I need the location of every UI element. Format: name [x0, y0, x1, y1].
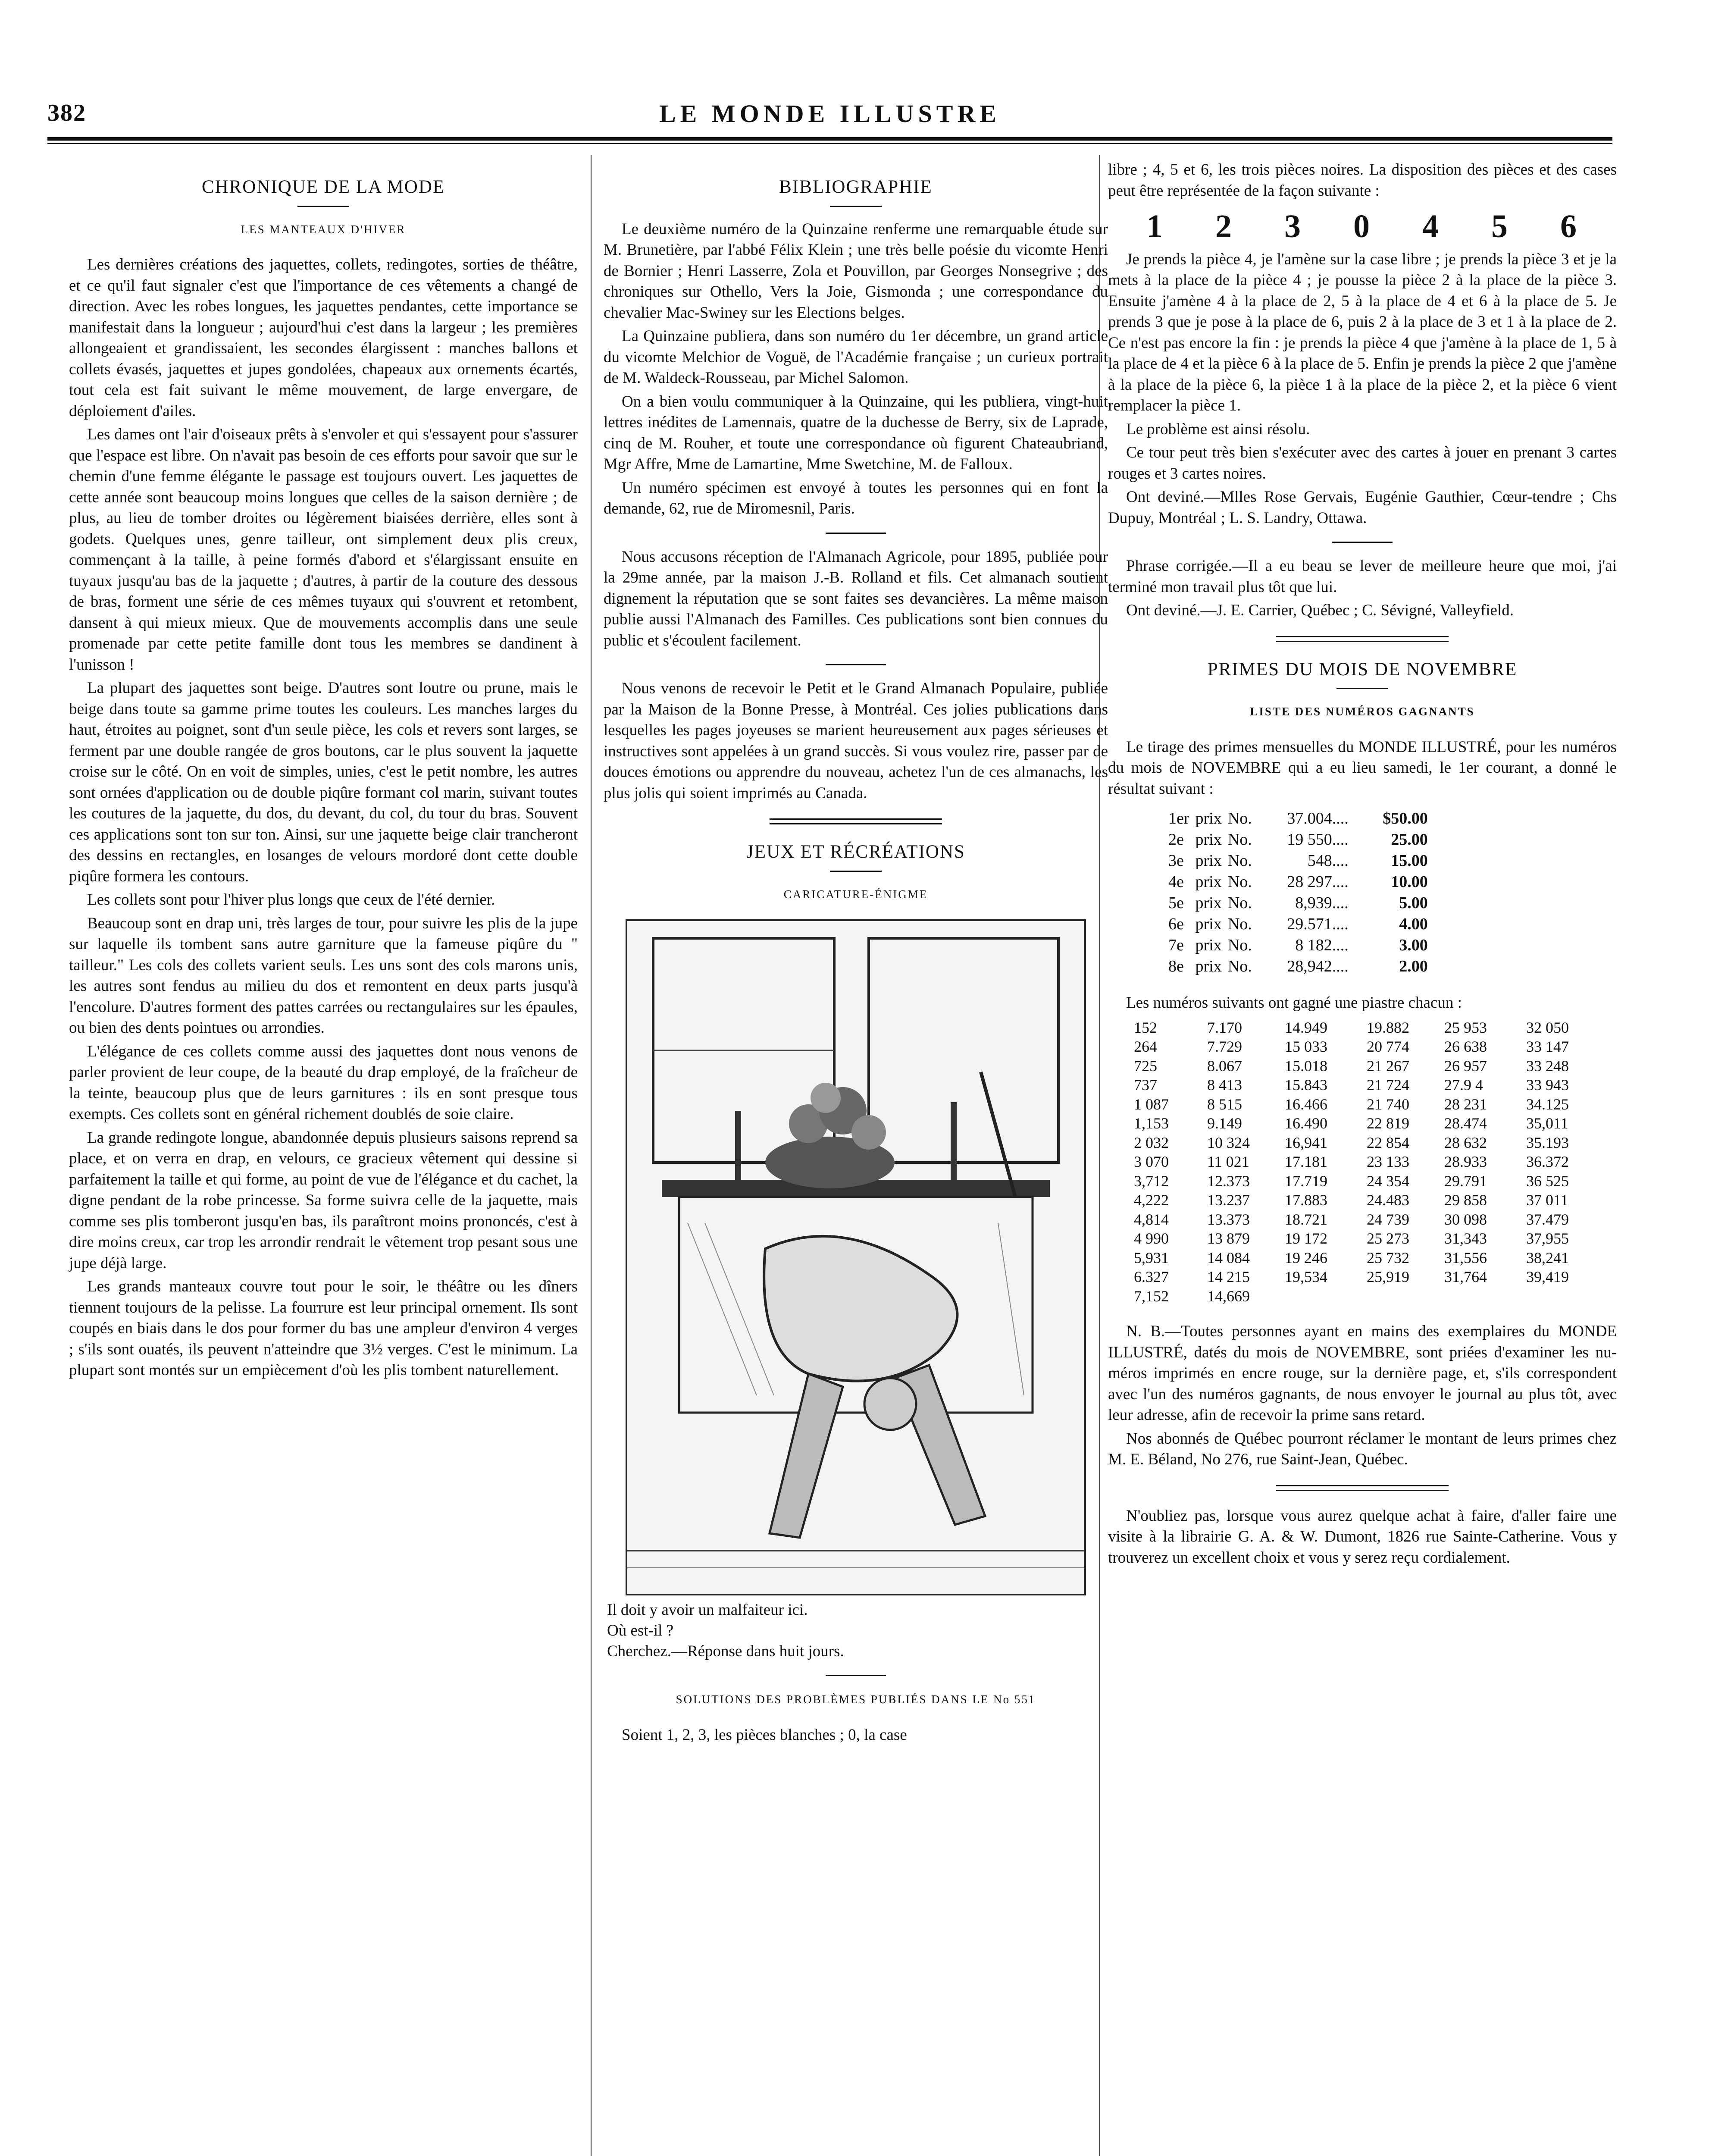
- winning-number: 17.719: [1285, 1172, 1327, 1190]
- phrase-paragraph: Ont deviné.—J. E. Carrier, Québec ; C. Sévigné, Valleyfield.: [1126, 602, 1514, 619]
- fashion-paragraph: Les dernières créations des jaquettes, collets, redingotes, sorties de théâtre, et ce qu'il faut signaler c'est que l'importance de ces vêtements a changé de direction. Avec les robes longues, les jaquettes pendantes, cette importance se manifestait dans la longueur ; aujourd'hui c'est dans la largeur ; les premières allongeaient et grandissaient, les secondes élargissent : manches ballons et collets évasés, jaquettes et jupes gondolées, chapeaux aux ornements écartés, tout cela est fait suivant le même mouvement, de large envergare, de déploiement d'ailes.: [69, 256, 578, 420]
- sequence-number: 5: [1491, 208, 1509, 244]
- winning-number: 25,919: [1367, 1268, 1409, 1285]
- winning-number: 8 515: [1207, 1095, 1242, 1113]
- winning-number: 20 774: [1367, 1038, 1409, 1055]
- winning-number: 24.483: [1367, 1191, 1409, 1209]
- prize-amount: 4.00: [1399, 915, 1428, 933]
- section-rule: [297, 206, 349, 207]
- advertisement-paragraph: N'oubliez pas, lorsque vous aurez quelque achat à faire, d'aller faire une visite à la librairie G. A. & W. Dumont, 1826 rue Sainte-Catherine. Vous y trouverez un excellent choix et vous y serez reçu cordialement.: [1108, 1507, 1617, 1567]
- fashion-paragraph: Les dames ont l'air d'oiseaux prêts à s'envoler et qui s'essayent pour s'assurer que l'espace est libre. On n'avait pas besoin de ces efforts pour savoir que sur le chemin d'une femme élégante le passage est toujours ouvert. Les jaquettes de cette année sont beaucoup moins longues que celles de la saison dernière ; de plus, au lieu de tomber droites ou légèrement biaisées derrière, elles sont à godets. Quelques unes, genre tailleur, ont simplement deux plis creux, commençant à la taille, à peine formés d'abord et s'élargissant ensuite en tuyaux jusqu'au bas de la jaquette ; d'autres, à partir de la couture des dessous de bras, forment une série de ces mêmes tuyaux qui s'ouvrent et retombent, dansent à qui mieux mieux. Que de mouvements accomplis dans une seule promenade par cette petite famille dont tous les membres se dandinent à l'unisson !: [69, 426, 578, 674]
- winning-number: 31,556: [1444, 1249, 1487, 1266]
- prize-amount: 2.00: [1399, 957, 1428, 975]
- fashion-paragraph: Les grands manteaux couvre tout pour le soir, le théâtre ou les dîners tiennent toujours de la pelisse. La fourrure est leur principal ornement. Ils sont coupés en biais dans le dos pour former du bas une ampleur d'environ 4 verges ; s'ils sont ouatés, ils peuvent n'atteindre que 3½ verges. C'est le minimum. La plupart sont montés sur un empiècement d'où les plis tombent naturellement.: [69, 1278, 578, 1379]
- prize-no-label: No.: [1227, 852, 1252, 870]
- separator-rule: [826, 1675, 886, 1676]
- puzzle-intro: libre ; 4, 5 et 6, les trois pièces noires. La disposition des pièces et des cases peut être représentée de la façon suivante :: [1108, 161, 1617, 200]
- winning-number: 2 032: [1134, 1134, 1169, 1151]
- winning-number: 36 525: [1526, 1172, 1569, 1190]
- prize-amount: 10.00: [1391, 873, 1428, 891]
- winning-number: 27.9 4: [1444, 1076, 1483, 1094]
- section-title-fashion: CHRONIQUE DE LA MODE: [201, 177, 445, 197]
- double-rule: [770, 818, 942, 820]
- masthead: [47, 91, 1612, 134]
- prize-number: 28 297....: [1287, 873, 1349, 891]
- prize-label: prix: [1195, 936, 1222, 954]
- prize-label: prix: [1195, 852, 1222, 870]
- fashion-paragraph: Les collets sont pour l'hiver plus longs que ceux de l'été dernier.: [87, 891, 495, 909]
- winning-number: 11 021: [1207, 1153, 1249, 1170]
- winning-number: 37 011: [1526, 1191, 1568, 1209]
- double-rule: [1276, 641, 1449, 642]
- winning-number: 16,941: [1285, 1134, 1327, 1151]
- prize-no-label: No.: [1227, 873, 1252, 891]
- winning-number: 4,222: [1134, 1191, 1169, 1209]
- winning-number: 37,955: [1526, 1230, 1569, 1247]
- winning-number: 29.791: [1444, 1172, 1487, 1190]
- winners-intro: Les numéros suivants ont gagné une piastre chacun :: [1126, 994, 1462, 1012]
- winning-number: 25 273: [1367, 1230, 1409, 1247]
- page-number: 382: [47, 100, 86, 126]
- phrase-paragraph: Phrase corrigée.—Il a eu beau se lever de meilleure heure que moi, j'ai terminé mon travail plus tôt que lui.: [1108, 557, 1617, 596]
- winning-number: 8.067: [1207, 1057, 1242, 1075]
- number-sequence: [1121, 208, 1604, 244]
- prize-rank: 4e: [1168, 873, 1184, 891]
- winning-number: 36.372: [1526, 1153, 1569, 1170]
- prize-no-label: No.: [1227, 830, 1252, 849]
- prize-row: [1168, 829, 1434, 850]
- separator-rule: [1332, 542, 1393, 543]
- prize-row: [1168, 893, 1434, 914]
- winning-number: 13.373: [1207, 1210, 1250, 1228]
- caption-line: Il doit y avoir un malfaiteur ici.: [607, 1601, 808, 1619]
- winning-number: 4 990: [1134, 1230, 1169, 1247]
- winning-number: 34.125: [1526, 1095, 1569, 1113]
- winning-number: 24 354: [1367, 1172, 1409, 1190]
- winning-number: [1526, 1287, 1599, 1306]
- sequence-number: 1: [1146, 208, 1164, 244]
- prize-no-label: No.: [1227, 936, 1252, 954]
- section-rule: [1336, 688, 1388, 689]
- winning-number: 7.170: [1207, 1018, 1242, 1036]
- prize-no-label: No.: [1227, 957, 1252, 975]
- puzzle-paragraph: Le problème est ainsi résolu.: [1126, 420, 1310, 438]
- caricature-drawing: [627, 921, 1084, 1594]
- winning-number: 6.327: [1134, 1268, 1169, 1285]
- sequence-number: 0: [1353, 208, 1371, 244]
- winning-number: [1367, 1287, 1444, 1306]
- prize-rank: 8e: [1168, 957, 1184, 975]
- winning-number: 26 638: [1444, 1038, 1487, 1055]
- fashion-paragraph: La grande redingote longue, abandonnée depuis plusieurs saisons reprend sa place, et on verra en drap, en velours, ce gracieux vêtement qui dessine si parfaitement la taille et qui forme, au point de vue de l'élégance et du cachet, la digne pendant de la robe princesse. Sa forme suivra celle de la jaquette, mais comme ses plis tomberont jusqu'en bas, ils paraîtront moins prononcés, c'est à dire moins creux, car trop les arrondir rendrait le vêtement trop pesant sous une jupe déjà large.: [69, 1128, 578, 1272]
- winning-number: 28 231: [1444, 1095, 1487, 1113]
- double-rule: [1276, 1485, 1449, 1486]
- winning-number: 3,712: [1134, 1172, 1169, 1190]
- winning-number: 21 267: [1367, 1057, 1409, 1075]
- winning-number: 31,764: [1444, 1268, 1487, 1285]
- prize-row: [1168, 871, 1434, 893]
- prize-rank: 5e: [1168, 894, 1184, 912]
- winning-number: 8 413: [1207, 1076, 1242, 1094]
- caricature-illustration: [626, 919, 1086, 1595]
- double-rule: [1276, 1490, 1449, 1491]
- prize-no-label: No.: [1227, 915, 1252, 933]
- prize-number: 19 550....: [1287, 830, 1349, 849]
- winning-number: 7.729: [1207, 1038, 1242, 1055]
- winning-number: 13.237: [1207, 1191, 1250, 1209]
- winning-number: 13 879: [1207, 1230, 1250, 1247]
- bibliography-paragraph: La Quinzaine publiera, dans son numéro du 1er décembre, un grand article du vicomte Melchior de Voguë, de l'Académie française ; un curieux portrait de M. Waldeck-Rousseau, par Michel Salomon.: [604, 327, 1108, 387]
- section-rule: [830, 206, 882, 207]
- winning-number: 16.466: [1285, 1095, 1327, 1113]
- winning-number: 1 087: [1134, 1095, 1169, 1113]
- winning-number: 725: [1134, 1057, 1157, 1075]
- winning-number: 33 248: [1526, 1057, 1569, 1075]
- winning-number: 26 957: [1444, 1057, 1487, 1075]
- column-bibliography: [604, 160, 1108, 1748]
- subtitle-winter-coats: LES MANTEAUX D'HIVER: [241, 222, 406, 236]
- winning-number: 28.474: [1444, 1115, 1487, 1132]
- prize-row: [1168, 808, 1434, 829]
- subtitle-caricature: CARICATURE-ÉNIGME: [783, 887, 928, 901]
- prize-number: 28,942....: [1287, 957, 1349, 975]
- prize-row: [1168, 850, 1434, 871]
- section-title-primes: PRIMES DU MOIS DE NOVEMBRE: [1207, 659, 1518, 680]
- winning-number: 21 724: [1367, 1076, 1409, 1094]
- solutions-text: Soient 1, 2, 3, les pièces blanches ; 0, la case: [622, 1726, 907, 1744]
- subtitle-winning-numbers: LISTE DES NUMÉROS GAGNANTS: [1250, 705, 1475, 718]
- winning-number: 15.843: [1285, 1076, 1327, 1094]
- winning-number: 23 133: [1367, 1153, 1409, 1170]
- prize-number: 548....: [1307, 852, 1349, 870]
- prize-number: 37.004....: [1287, 809, 1349, 827]
- section-rule: [830, 871, 882, 872]
- prize-amount: 25.00: [1391, 830, 1428, 849]
- winning-number: [1285, 1287, 1367, 1306]
- double-rule: [1276, 636, 1449, 637]
- winning-number: 3 070: [1134, 1153, 1169, 1170]
- winning-number: 15 033: [1285, 1038, 1327, 1055]
- prize-row: [1168, 935, 1434, 956]
- winning-number: 17.883: [1285, 1191, 1327, 1209]
- winning-number: 7,152: [1134, 1287, 1169, 1305]
- prize-label: prix: [1195, 894, 1222, 912]
- winning-number: 5,931: [1134, 1249, 1169, 1266]
- winning-number: [1444, 1287, 1526, 1306]
- fashion-paragraph: La plupart des jaquettes sont beige. D'autres sont loutre ou prune, mais le beige dans toute sa gamme prime toutes les couleurs. Les manches larges du haut, étroites au poignet, sont d'un seule pièce, les cols et revers sont larges, se ferment par une double rangée de gros boutons, car le plus souvent la jaquette croise sur le côté. On en voit de simples, unies, c'est le petit nombre, les autres sont ornées d'application ou de double piqûre formant col marin, suivant toutes les coutures de la jaquette, du dos, du devant, du col, du tour du bras. Souvent ces applications sont ton sur ton. Ainsi, sur une jaquette beige clair trancheront des dessins en rectangles, en losanges de velours mordoré dont cette double piqûre formera les contours.: [69, 679, 578, 885]
- journal-title: LE MONDE ILLUSTRE: [659, 100, 1001, 128]
- bibliography-paragraph: On a bien voulu communiquer à la Quinzaine, qui les publiera, vingt-huit lettres inédites de Lamennais, quatre de la duchesse de Berry, six de Laprade, cinq de M. Rouher, et toute une correspondance où figurent Chateaubriand, Mgr Affre, Mme de Lamartine, Mme Swetchine, M. de Falloux.: [604, 392, 1108, 473]
- bibliography-paragraph: Nous accusons réception de l'Almanach Agricole, pour 1895, publiée pour la 29me année, par la maison J.-B. Rolland et fils. Cet almanach soutient dignement la réputation que se sont faites ses devancières. La même maison publie aussi l'Almanach des Familles. Ces publications sont bien connues du public et s'écoulent facilement.: [604, 548, 1108, 649]
- winning-number: 14.949: [1285, 1018, 1327, 1036]
- winning-number: 15.018: [1285, 1057, 1327, 1075]
- masthead-rule: [47, 137, 1612, 141]
- column-divider: [591, 155, 592, 2156]
- winning-number: 22 819: [1367, 1115, 1409, 1132]
- winning-number: 19 246: [1285, 1249, 1327, 1266]
- winning-number: 37.479: [1526, 1210, 1569, 1228]
- winning-number: 12.373: [1207, 1172, 1250, 1190]
- winners-grid: [1134, 1018, 1617, 1306]
- prize-label: prix: [1195, 809, 1222, 827]
- prize-number: 8,939....: [1295, 894, 1349, 912]
- prize-rank: 7e: [1168, 936, 1184, 954]
- winning-number: 38,241: [1526, 1249, 1569, 1266]
- winning-number: 29 858: [1444, 1191, 1487, 1209]
- prize-rank: 3e: [1168, 852, 1184, 870]
- puzzle-paragraph: Ont deviné.—Mlles Rose Gervais, Eugénie Gauthier, Cœur-tendre ; Chs Dupuy, Montréal ; L. S. Landry, Ottawa.: [1108, 488, 1617, 527]
- bibliography-paragraph: Nous venons de recevoir le Petit et le Grand Almanach Populaire, publiée par la Maison de la Bonne Presse, à Montréal. Ces jolies publications dans lesquelles les pages joyeuses se marient heureusement aux pages sérieuses et instructives sont appelées à un grand succès. Si vous voulez rire, passer par de douces émotions ou apprendre du nouveau, achetez l'un de ces almanachs, les plus jolis qui soient imprimés au Canada.: [604, 680, 1108, 802]
- section-title-bibliography: BIBLIOGRAPHIE: [779, 177, 933, 197]
- winning-number: 16.490: [1285, 1115, 1327, 1132]
- winning-number: 21 740: [1367, 1095, 1409, 1113]
- prize-label: prix: [1195, 873, 1222, 891]
- fashion-paragraph: L'élégance de ces collets comme aussi des jaquettes dont nous venons de parler provient de leur coupe, de la beauté du drap employé, de la fraîcheur de la teinte, beaucoup plus que de leurs garnitures : ils en sont presque tous exempts. Ces collets sont en général richement doublés de soie claire.: [69, 1042, 578, 1123]
- prize-label: prix: [1195, 957, 1222, 975]
- prize-rank: 6e: [1168, 915, 1184, 933]
- winning-number: 17.181: [1285, 1153, 1327, 1170]
- prize-number: 29.571....: [1287, 915, 1349, 933]
- sequence-number: 6: [1560, 208, 1578, 244]
- puzzle-paragraph: Je prends la pièce 4, je l'amène sur la case libre ; je prends la pièce 3 et je la mets à la place de la pièce 4 ; je pousse la pièce 2 à la place de la pièce 3. Ensuite j'amène 4 à la place de 2, 5 à la place de 4 et 6 à la place de 5. Je prends 3 que je pose à la place de 6, puis 2 à la place de 3 et 1 à la place de 2. Ce n'est pas encore la fin : je prends la pièce 4 que j'amène à la place de 1, 5 à la place de 4 et la pièce 6 à la place de 5. Enfin je prends la pièce 2 que j'amène à la place de la pièce 6, la pièce 1 à la place de la pièce 2, et la pièce 6 vient remplacer la pièce 1.: [1108, 250, 1617, 414]
- winning-number: 39,419: [1526, 1268, 1569, 1285]
- winning-number: 10 324: [1207, 1134, 1250, 1151]
- winning-number: 19 172: [1285, 1230, 1327, 1247]
- prize-rank: 2e: [1168, 830, 1184, 849]
- winning-number: 35,011: [1526, 1115, 1568, 1132]
- caption-line: Cherchez.—Réponse dans huit jours.: [607, 1642, 844, 1660]
- prize-rank: 1er: [1168, 809, 1189, 827]
- column-games-prizes: [1108, 160, 1617, 1571]
- separator-rule: [826, 664, 886, 665]
- winning-number: 737: [1134, 1076, 1157, 1094]
- fashion-paragraph: Beaucoup sont en drap uni, très larges de tour, pour suivre les plis de la jupe sur laquelle ils tombent sans autre garniture que la fameuse piqûre du " tailleur." Les cols des collets varient seuls. Les uns sont des cols marons unis, les autres sont fendus au milieu du dos et remontent en deux parts jusqu'à l'encolure. D'autres forment des pattes carrées ou rectangulaires sur les épaules, ou bien des dents pointues ou arrondies.: [69, 914, 578, 1037]
- section-title-games: JEUX ET RÉCRÉATIONS: [746, 842, 965, 862]
- prize-row: [1168, 914, 1434, 935]
- sequence-number: 4: [1422, 208, 1440, 244]
- winning-number: 25 953: [1444, 1018, 1487, 1036]
- winning-number: 33 943: [1526, 1076, 1569, 1094]
- puzzle-paragraph: Ce tour peut très bien s'exécuter avec des cartes à jouer en prenant 3 cartes rouges et 3 cartes noires.: [1108, 444, 1617, 483]
- winning-number: 33 147: [1526, 1038, 1569, 1055]
- prize-number: 8 182....: [1295, 936, 1349, 954]
- winning-number: 30 098: [1444, 1210, 1487, 1228]
- column-fashion: [69, 160, 578, 1384]
- nb-paragraph: N. B.—Toutes personnes ayant en mains des exemplaires du MONDE ILLUSTRÉ, datés du mois de NOVEMBRE, sont priées d'examiner les numéros imprimés en encre rouge, sur la dernière page, et, s'ils correspondent avec l'un des numéros gagnants, de nous envoyer le journal au plus tôt, avec leur adresse, afin de recevoir la prime sans retard.: [1108, 1322, 1617, 1424]
- winning-number: 19.882: [1367, 1018, 1409, 1036]
- winning-number: 9.149: [1207, 1115, 1242, 1132]
- masthead-rule-thin: [47, 143, 1612, 144]
- winning-number: 31,343: [1444, 1230, 1487, 1247]
- prize-amount: 5.00: [1399, 894, 1428, 912]
- winning-number: 19,534: [1285, 1268, 1327, 1285]
- prize-table: [1168, 808, 1434, 977]
- winning-number: 28.933: [1444, 1153, 1487, 1170]
- solutions-title: SOLUTIONS DES PROBLÈMES PUBLIÉS DANS LE No 551: [676, 1693, 1036, 1706]
- prize-amount: 15.00: [1391, 852, 1428, 870]
- prize-label: prix: [1195, 915, 1222, 933]
- winning-number: 14,669: [1207, 1287, 1250, 1305]
- sequence-number: 2: [1215, 208, 1233, 244]
- prize-row: [1168, 956, 1434, 977]
- winning-number: 1,153: [1134, 1115, 1169, 1132]
- prize-no-label: No.: [1227, 809, 1252, 827]
- winning-number: 32 050: [1526, 1018, 1569, 1036]
- winning-number: 22 854: [1367, 1134, 1409, 1151]
- prize-amount: 3.00: [1399, 936, 1428, 954]
- bibliography-paragraph: Le deuxième numéro de la Quinzaine renferme une remarquable étude sur M. Brunetière, par l'abbé Félix Klein ; une très belle poésie du vicomte Henri de Bornier ; Henri Lasserre, Zola et Pouvillon, par Georges Nonsegrive ; des chroniques sur Othello, Vers la Joie, Gismonda ; une correspondance du chevalier Mac-Swiney sur les Elections belges.: [604, 220, 1108, 322]
- winning-number: 264: [1134, 1038, 1157, 1055]
- winning-number: 152: [1134, 1018, 1157, 1036]
- winning-number: 24 739: [1367, 1210, 1409, 1228]
- quebec-paragraph: Nos abonnés de Québec pourront réclamer le montant de leurs primes chez M. E. Béland, No 276, rue Saint-Jean, Québec.: [1108, 1429, 1617, 1468]
- winning-number: 14 084: [1207, 1249, 1250, 1266]
- winning-number: 25 732: [1367, 1249, 1409, 1266]
- winning-number: 35.193: [1526, 1134, 1569, 1151]
- winning-number: 14 215: [1207, 1268, 1250, 1285]
- prize-no-label: No.: [1227, 894, 1252, 912]
- bibliography-paragraph: Un numéro spécimen est envoyé à toutes les personnes qui en font la demande, 62, rue de Miromesnil, Paris.: [604, 479, 1108, 517]
- separator-rule: [826, 533, 886, 534]
- winning-number: 28 632: [1444, 1134, 1487, 1151]
- sequence-number: 3: [1284, 208, 1302, 244]
- double-rule: [770, 823, 942, 824]
- primes-intro: Le tirage des primes mensuelles du MONDE ILLUSTRÉ, pour les numéros du mois de NOVEMBRE qui a eu lieu samedi, le 1er courant, a donné le résultat suivant :: [1108, 738, 1617, 798]
- winning-number: 18.721: [1285, 1210, 1327, 1228]
- prize-label: prix: [1195, 830, 1222, 849]
- caption-line: Où est-il ?: [607, 1622, 674, 1639]
- prize-amount: $50.00: [1383, 809, 1428, 827]
- winning-number: 4,814: [1134, 1210, 1169, 1228]
